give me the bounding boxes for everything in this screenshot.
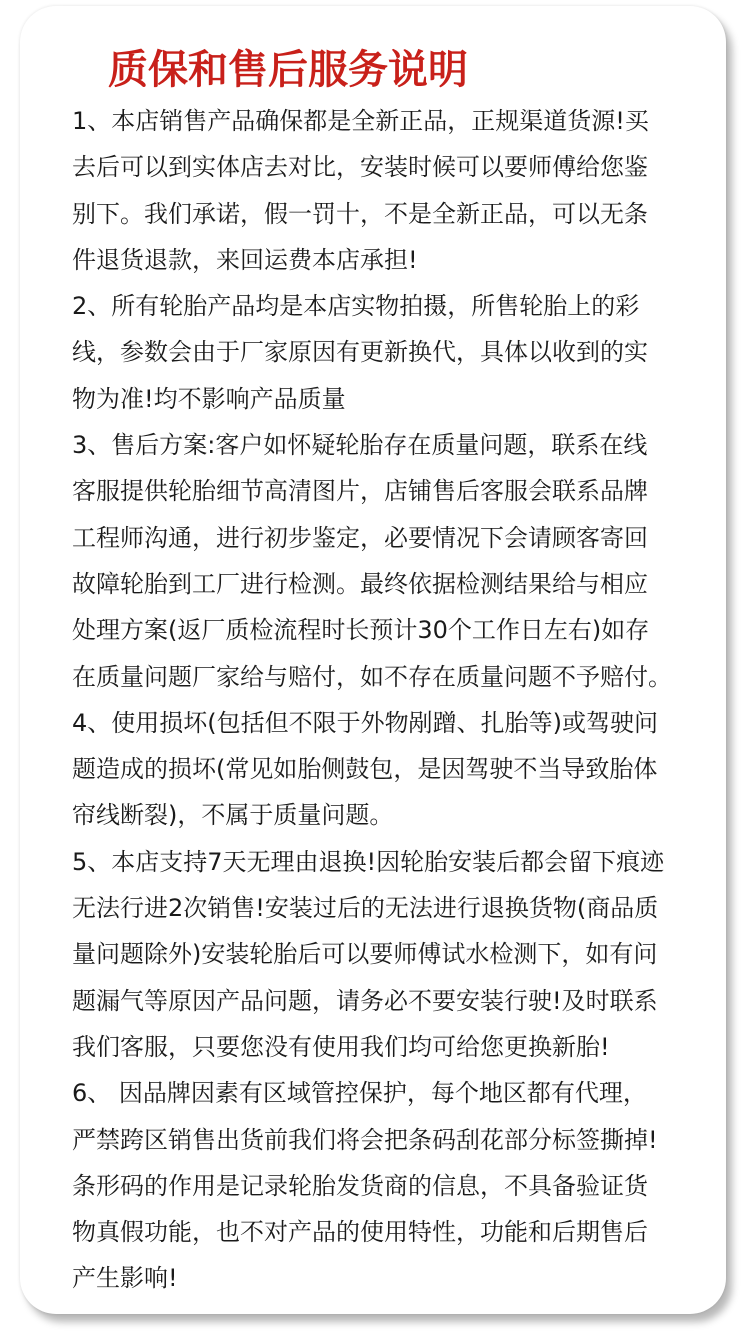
notice-line: 去后可以到实体店去对比，安装时候可以要师傅给您鉴: [72, 153, 648, 182]
notice-line: 在质量问题厂家给与赔付，如不存在质量问题不予赔付。: [72, 662, 672, 691]
notice-line: 线，参数会由于厂家原因有更新换代，具体以收到的实: [72, 338, 648, 367]
notice-line: 4、使用损坏(包括但不限于外物剐蹭、扎胎等)或驾驶问: [72, 708, 658, 737]
notice-line: 客服提供轮胎细节高清图片，店铺售后客服会联系品牌: [72, 477, 648, 506]
notice-line: 物为准!均不影响产品质量: [72, 384, 346, 413]
notice-line: 条形码的作用是记录轮胎发货商的信息，不具备验证货: [72, 1171, 648, 1200]
notice-line: 物真假功能，也不对产品的使用特性，功能和后期售后: [72, 1218, 648, 1247]
notice-line: 无法行进2次销售!安装过后的无法进行退换货物(商品质: [72, 894, 659, 923]
notice-line: 3、售后方案:客户如怀疑轮胎存在质量问题，联系在线: [72, 431, 648, 460]
notice-line: 产生影响!: [72, 1264, 178, 1293]
notice-line: 6、 因品牌因素有区域管控保护，每个地区都有代理，: [72, 1079, 647, 1108]
notice-line: 帘线断裂)，不属于质量问题。: [72, 801, 394, 830]
notice-line: 严禁跨区销售出货前我们将会把条码刮花部分标签撕掉!: [72, 1125, 658, 1154]
notice-line: 题漏气等原因产品问题，请务必不要安装行驶!及时联系: [72, 986, 658, 1015]
notice-line: 故障轮胎到工厂进行检测。最终依据检测结果给与相应: [72, 569, 648, 598]
notice-line: 题造成的损坏(常见如胎侧鼓包，是因驾驶不当导致胎体: [72, 755, 658, 784]
notice-card: [20, 6, 726, 1314]
notice-line: 量问题除外)安装轮胎后可以要师傅试水检测下，如有问: [72, 940, 658, 969]
notice-line: 处理方案(返厂质检流程时长预计30个工作日左右)如存: [72, 616, 650, 645]
notice-line: 1、本店销售产品确保都是全新正品，正规渠道货源!买: [72, 107, 649, 135]
notice-line: 2、所有轮胎产品均是本店实物拍摄，所售轮胎上的彩: [72, 292, 640, 321]
page-title: 质保和售后服务说明: [108, 47, 468, 93]
notice-line: 5、本店支持7天无理由退换!因轮胎安装后都会留下痕迹: [72, 847, 665, 876]
notice-line: 别下。我们承诺，假一罚十，不是全新正品，可以无条: [72, 199, 648, 228]
notice-body: [72, 98, 744, 1302]
notice-line: 工程师沟通，进行初步鉴定，必要情况下会请顾客寄回: [72, 523, 648, 552]
notice-line: 我们客服，只要您没有使用我们均可给您更换新胎!: [72, 1032, 610, 1061]
notice-line: 件退货退款，来回运费本店承担!: [72, 245, 418, 274]
